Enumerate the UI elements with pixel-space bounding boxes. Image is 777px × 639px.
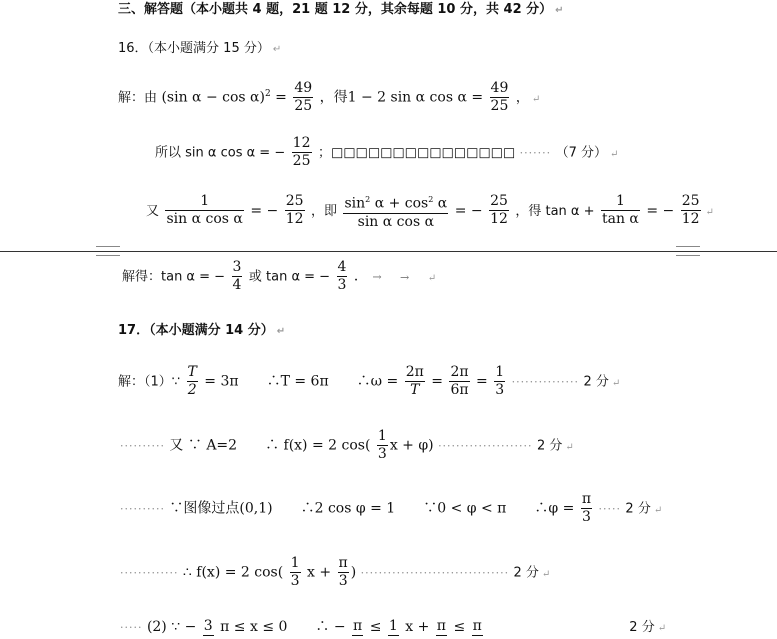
- return-mark-icon: ↵: [272, 44, 282, 55]
- return-mark-icon: ↵: [531, 93, 541, 105]
- q16-line-4: 解得：tan α = − $\frac{3}{4}$ 或 tan α = − $\frac{4}{3}$ ． → → ↵: [122, 259, 437, 293]
- q17-line-3: ·········· ∵图像过点(0,1) ∴2 cos φ = 1 ∵0 < φ < π ∴φ = $\frac{\pi}{3}$ ····· 2 分 ↵: [120, 491, 663, 525]
- q17-line-5: ····· (2) ∵ − 3 π ≤ x ≤ 0 ∴ − π ≤ 1 x + π ≤ π 2 分 ↵: [120, 618, 667, 635]
- return-mark-icon: ↵: [611, 377, 621, 389]
- return-mark-icon: ↵: [565, 441, 574, 453]
- q16-title: 16．（本小题满分 15 分） ↵: [118, 41, 282, 56]
- return-mark-icon: ↵: [653, 504, 663, 516]
- fraction: $\frac{49}{25}$: [490, 80, 509, 114]
- return-mark-icon: ↵: [705, 206, 714, 218]
- q17-line-1: 解：（1）∵ $\frac{T}{2}$ = 3π ∴T = 6π ∴ω = $\frac{2\pi}{T}$ = $\frac{2\pi}{6\pi}$ = $\frac{1}{3}$ ··············· 2 分 ↵: [118, 364, 621, 398]
- q17-line-4: ············· ∴ f(x) = 2 cos( $\frac{1}{3}$ x + $\frac{\pi}{3}$ ) ································· 2 分 ↵: [120, 555, 551, 589]
- return-mark-icon: ↵: [555, 5, 564, 16]
- q16-line-1: 解：由 (sin α − cos α)$^2$ = $\frac{49}{25}$ ，得1 − 2 sin α cos α = $\frac{49}{25}$ ， ↵: [118, 80, 541, 114]
- q16-line-3: 又 $\frac{1}{\text{sin α cos α}}$ = − $\frac{25}{12}$ ，即 $\frac{\sin^2 \alpha + \cos^2 \alpha}{\text{sin α cos α}}$ = − $\frac{25}{12}$ ，得 tan α + $\frac{1}{\text{tan α}}$ = − $\frac{25}{12}$ ↵: [146, 191, 714, 231]
- return-mark-icon: ↵: [657, 623, 667, 634]
- q16-line-2: 所以 sin α cos α = − $\frac{12}{25}$ ；□□□□□□□□□□□□□□□ ······· （7 分） ↵: [155, 135, 619, 169]
- return-mark-icon: ↵: [610, 148, 619, 160]
- return-mark-icon: ↵: [276, 326, 286, 337]
- return-mark-icon: ↵: [427, 272, 437, 284]
- q17-line-2: ·········· 又 ∵ A=2 ∴ f(x) = 2 cos( $\frac{1}{3}$ x + φ) ····················· 2 分 ↵: [120, 428, 574, 462]
- section-title: 三、解答题（本小题共 4 题，21 题 12 分，其余每题 10 分，共 42 分） ↵: [118, 2, 564, 17]
- tab-arrow-icon: →: [400, 270, 410, 284]
- tab-arrow-icon: →: [372, 270, 382, 284]
- return-mark-icon: ↵: [541, 568, 551, 580]
- fraction: $\frac{12}{25}$: [292, 135, 311, 169]
- fraction: $\frac{49}{25}$: [294, 80, 313, 114]
- q17-title: 17．（本小题满分 14 分） ↵: [118, 323, 286, 338]
- page-break-line: [0, 251, 777, 252]
